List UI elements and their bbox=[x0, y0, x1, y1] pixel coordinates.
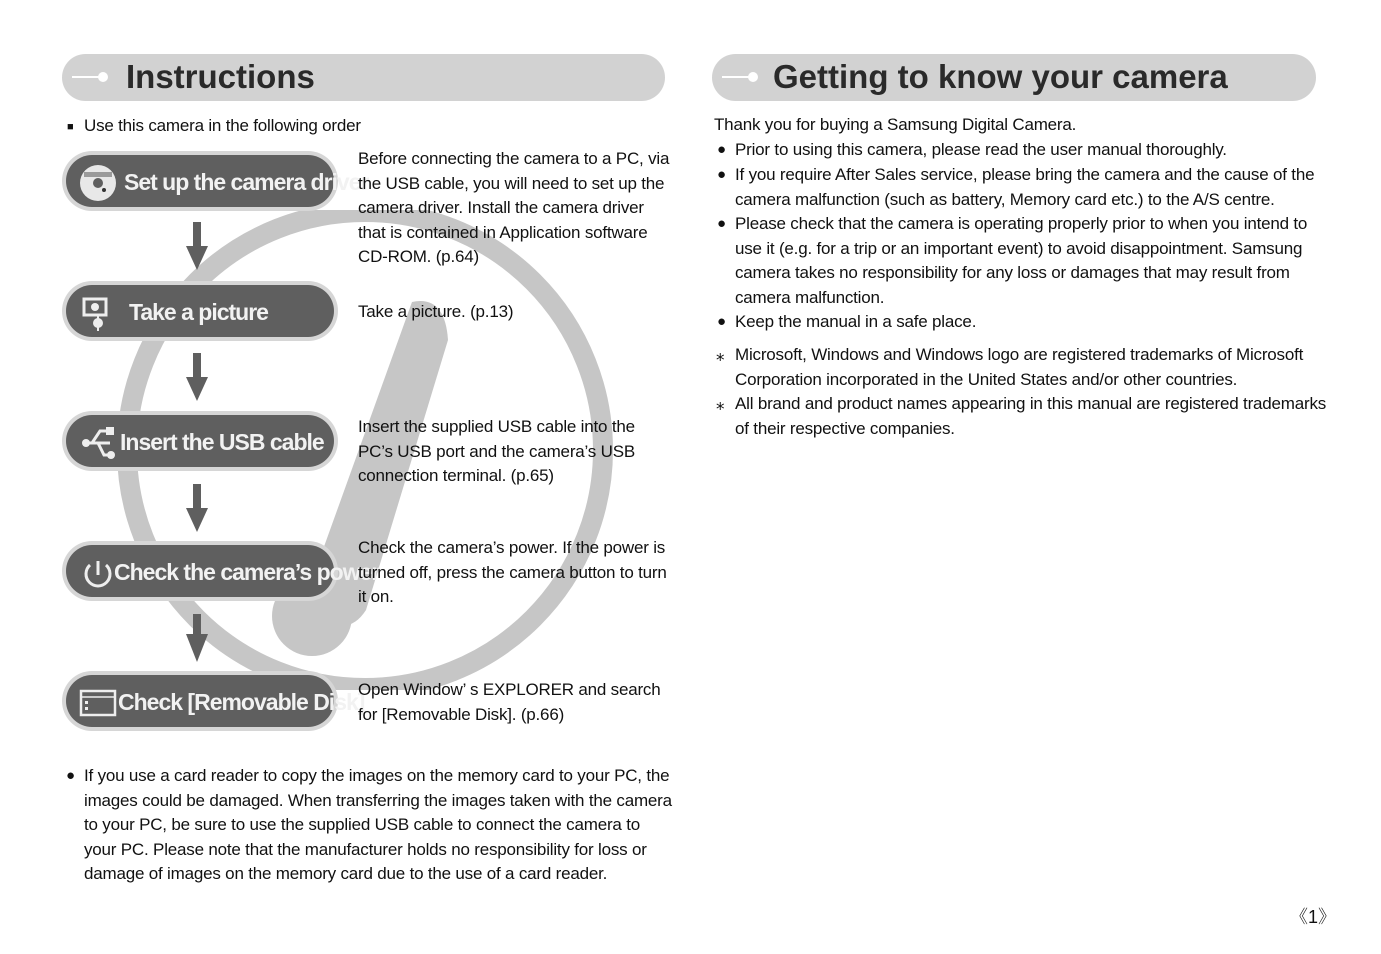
step-description bbox=[358, 147, 669, 270]
arrow-down-icon bbox=[193, 222, 201, 248]
thank-you-text: Thank you for buying a Samsung Digital Camera. bbox=[714, 115, 1077, 134]
note-line: If you use a card reader to copy the images on the memory card to your PC, the bbox=[84, 766, 670, 785]
step-label: Check the camera’s power bbox=[114, 559, 380, 585]
getting-to-know-title-bar bbox=[712, 54, 1316, 101]
bullet-item bbox=[735, 138, 1227, 163]
step-setup-driver bbox=[62, 151, 369, 211]
instructions-title-bar bbox=[62, 54, 665, 101]
removable-disk-icon bbox=[78, 683, 118, 723]
step-label: Take a picture bbox=[129, 299, 268, 325]
getting-to-know-title: Getting to know your camera bbox=[773, 58, 1228, 95]
arrow-down-icon bbox=[186, 634, 208, 662]
instructions-title: Instructions bbox=[126, 58, 315, 95]
title-dot bbox=[98, 72, 108, 82]
bullet-line: If you require After Sales service, please bring the camera and the cause of the bbox=[735, 165, 1315, 184]
usb-icon bbox=[78, 423, 118, 463]
note-line: of their respective companies. bbox=[735, 418, 955, 438]
desc-line: camera driver. Install the camera driver bbox=[358, 198, 644, 218]
flow-arrows bbox=[182, 222, 212, 672]
bullet-line: use it (e.g. for a trip or an important event) to avoid disappointment. Samsung bbox=[735, 238, 1303, 258]
round-bullet-icon: ● bbox=[717, 141, 726, 158]
bullet-line: camera malfunction (such as battery, Memory card etc.) to the A/S centre. bbox=[735, 189, 1275, 209]
step-label: Check [Removable Disk] bbox=[118, 689, 365, 715]
step-label: Set up the camera driver bbox=[124, 169, 369, 195]
arrow-down-icon bbox=[193, 614, 201, 636]
round-bullet-icon: ● bbox=[717, 215, 726, 232]
note-line: Corporation incorporated in the United States and/or other countries. bbox=[735, 369, 1238, 389]
desc-line: the USB cable, you will need to set up the bbox=[358, 173, 665, 193]
square-bullet-icon: ■ bbox=[67, 121, 74, 133]
round-bullet-icon: ● bbox=[66, 767, 75, 784]
note-line: damage of images on the memory card due to the use of a card reader. bbox=[84, 864, 608, 884]
desc-line: turned off, press the camera button to turn bbox=[358, 562, 667, 582]
arrow-down-icon bbox=[186, 246, 208, 270]
round-bullet-icon: ● bbox=[717, 313, 726, 330]
card-reader-note bbox=[84, 764, 672, 887]
desc-line: Check the camera’s power. If the power is bbox=[358, 538, 666, 557]
asterisk-icon: ⁎ bbox=[716, 345, 725, 364]
desc-line: that is contained in Application software bbox=[358, 222, 648, 242]
desc-line: Open Window’ s EXPLORER and search bbox=[358, 680, 661, 699]
bullet-line: Prior to using this camera, please read the user manual thoroughly. bbox=[735, 140, 1227, 159]
note-line: Microsoft, Windows and Windows logo are registered trademarks of Microsoft bbox=[735, 345, 1304, 364]
power-icon bbox=[78, 553, 118, 593]
bullet-item bbox=[735, 163, 1314, 212]
step-label: Insert the USB cable bbox=[120, 429, 324, 455]
desc-line: it on. bbox=[358, 587, 394, 607]
desc-line: Insert the supplied USB cable into the bbox=[358, 417, 635, 436]
step-description bbox=[358, 300, 513, 325]
desc-line: Take a picture. (p.13) bbox=[358, 302, 514, 321]
page-number: 《1》 bbox=[1290, 907, 1337, 927]
arrow-down-icon bbox=[193, 484, 201, 510]
bullet-line: camera malfunction. bbox=[735, 287, 885, 307]
step-description bbox=[358, 536, 667, 610]
step-description bbox=[358, 415, 635, 489]
instructions-intro: Use this camera in the following order bbox=[84, 116, 361, 135]
note-line: images could be damaged. When transferring the images taken with the camera bbox=[84, 790, 672, 810]
note-line: your PC. Please note that the manufacturer holds no responsibility for loss or bbox=[84, 839, 647, 859]
arrow-down-icon bbox=[193, 353, 201, 379]
bullet-line: Please check that the camera is operating properly prior to when you intend to bbox=[735, 214, 1308, 233]
asterisk-icon: ⁎ bbox=[716, 394, 725, 413]
trademark-note bbox=[735, 392, 1326, 441]
bullet-item bbox=[735, 212, 1307, 310]
desc-line: Before connecting the camera to a PC, via bbox=[358, 149, 670, 168]
arrow-down-icon bbox=[186, 508, 208, 532]
round-bullet-icon: ● bbox=[717, 166, 726, 183]
title-dot bbox=[748, 72, 758, 82]
bullet-line: camera takes no responsibility for any loss or damages that may result from bbox=[735, 263, 1290, 283]
camera-flower-icon bbox=[78, 293, 118, 333]
bullet-line: Keep the manual in a safe place. bbox=[735, 312, 977, 331]
desc-line: CD-ROM. (p.64) bbox=[358, 247, 479, 267]
desc-line: connection terminal. (p.65) bbox=[358, 466, 554, 486]
step-check-removable-disk bbox=[62, 671, 365, 731]
step-description bbox=[358, 678, 661, 727]
cd-rom-icon bbox=[78, 163, 118, 203]
bullet-item bbox=[735, 310, 976, 335]
note-line: to your PC, be sure to use the supplied USB cable to connect the camera to bbox=[84, 815, 640, 835]
note-line: All brand and product names appearing in this manual are registered trademarks bbox=[735, 394, 1327, 413]
desc-line: PC’s USB port and the camera’s USB bbox=[358, 441, 635, 461]
trademark-note bbox=[735, 343, 1303, 392]
arrow-down-icon bbox=[186, 377, 208, 401]
desc-line: for [Removable Disk]. (p.66) bbox=[358, 704, 565, 724]
